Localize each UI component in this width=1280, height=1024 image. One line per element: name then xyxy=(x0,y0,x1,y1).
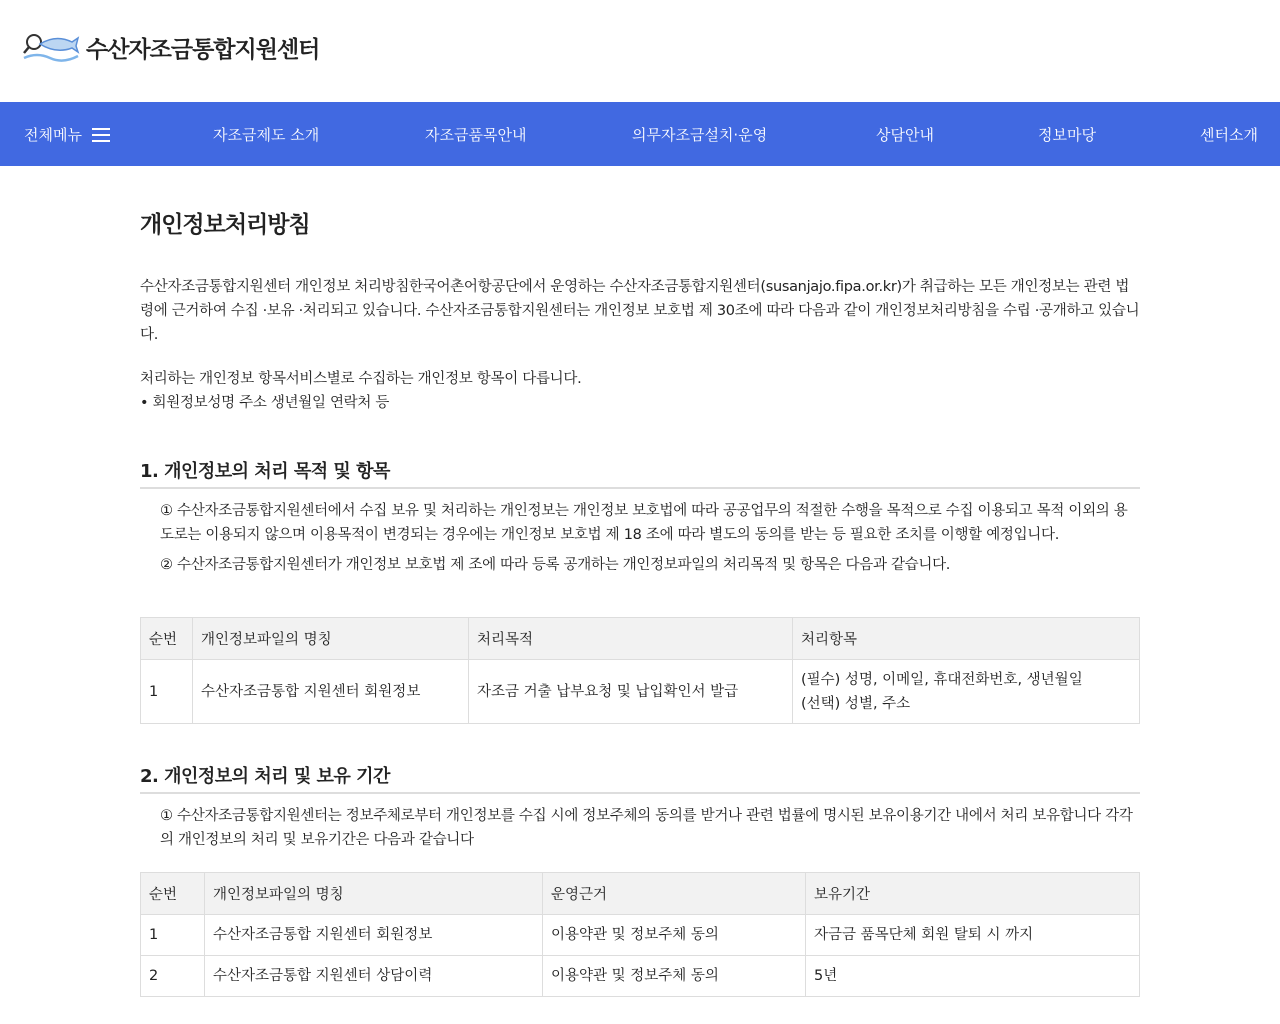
all-menu-button[interactable] xyxy=(24,124,110,145)
site-header xyxy=(0,0,1280,102)
cell xyxy=(793,660,1140,724)
section-1-p1: ① 수산자조금통합지원센터에서 수집 보유 및 처리하는 개인정보는 개인정보 보호법에 따라 공공업무의 적절한 수행을 목적으로 수집 이용되고 목적 이외의 용도로는 이용되지 않으며 이용목적이 변경되는 경우에는 개인정보 보호법 제 18 조에 따라 별도의 동의를 받는 등 필요한 조치를 이행할 예정입니다. xyxy=(160,503,1128,543)
cell: 이용약관 및 정보주체 동의 xyxy=(543,915,806,956)
nav-item-info[interactable]: 정보마당 xyxy=(1038,126,1096,144)
main-nav xyxy=(0,102,1280,166)
section-1-p2: ② 수산자조금통합지원센터가 개인정보 보호법 제 조에 따라 등록 공개하는 개인정보파일의 처리목적 및 항목은 다음과 같습니다. xyxy=(160,557,951,573)
section-1-title: 1. 개인정보의 처리 목적 및 항목 xyxy=(140,457,1140,489)
cell: 1 xyxy=(141,660,193,724)
nav-item-consulting[interactable]: 상담안내 xyxy=(876,126,934,144)
cell: 수산자조금통합 지원센터 회원정보 xyxy=(205,915,543,956)
cell: 수산자조금통합 지원센터 회원정보 xyxy=(193,660,469,724)
section-2-title: 2. 개인정보의 처리 및 보유 기간 xyxy=(140,762,1140,794)
retention-table xyxy=(140,872,1140,997)
cell: 5년 xyxy=(806,956,1140,997)
content xyxy=(140,166,1140,997)
hamburger-icon xyxy=(92,128,110,142)
cell: 2 xyxy=(141,956,205,997)
th-file-name: 개인정보파일의 명칭 xyxy=(205,873,543,915)
nav-item-mandatory[interactable]: 의무자조금설치·운영 xyxy=(632,126,768,144)
th-no: 순번 xyxy=(141,618,193,660)
purpose-table xyxy=(140,617,1140,724)
items-bullet: • 회원정보성명 주소 생년월일 연락처 등 xyxy=(140,395,390,411)
page-title: 개인정보처리방침 xyxy=(140,212,310,238)
site-logo[interactable] xyxy=(22,30,319,64)
table-header xyxy=(141,873,1140,915)
th-no: 순번 xyxy=(141,873,205,915)
th-items: 처리항목 xyxy=(793,618,1140,660)
nav-item-center[interactable]: 센터소개 xyxy=(1200,126,1258,144)
site-title: 수산자조금통합지원센터 xyxy=(86,36,320,63)
intro-text: 수산자조금통합지원센터 개인정보 처리방침한국어촌어항공단에서 운영하는 수산자조금통합지원센터(susanjajo.fipa.or.kr)가 취급하는 모든 개인정보는 관련 법령에 근거하여 수집 ·보유 ·처리되고 있습니다. 수산자조금통합지원센터는 개인정보 보호법 제 30조에 따라 다음과 같이 개인정보처리방침을 수립 ·공개하고 있습니다. xyxy=(140,279,1140,343)
nav-item-products[interactable]: 자조금품목안내 xyxy=(425,126,527,144)
all-menu-label: 전체메뉴 xyxy=(24,126,82,144)
cell: 자금금 품목단체 회원 탈퇴 시 까지 xyxy=(806,915,1140,956)
cell: 자조금 거출 납부요청 및 납입확인서 발급 xyxy=(469,660,793,724)
th-basis: 운영근거 xyxy=(543,873,806,915)
th-period: 보유기간 xyxy=(806,873,1140,915)
table-row xyxy=(141,915,1140,956)
cell: 1 xyxy=(141,915,205,956)
cell: 이용약관 및 정보주체 동의 xyxy=(543,956,806,997)
fish-logo-icon xyxy=(22,30,80,64)
table-header xyxy=(141,618,1140,660)
items-line: 처리하는 개인정보 항목서비스별로 수집하는 개인정보 항목이 다릅니다. xyxy=(140,371,582,387)
nav-item-subsidy-intro[interactable]: 자조금제도 소개 xyxy=(213,126,320,144)
table-row xyxy=(141,956,1140,997)
optional-items: (선택) 성별, 주소 xyxy=(801,695,911,712)
cell: 수산자조금통합 지원센터 상담이력 xyxy=(205,956,543,997)
th-file-name: 개인정보파일의 명칭 xyxy=(193,618,469,660)
required-items: (필수) 성명, 이메일, 휴대전화번호, 생년월일 xyxy=(801,671,1083,688)
th-purpose: 처리목적 xyxy=(469,618,793,660)
section-2-p1: ① 수산자조금통합지원센터는 정보주체로부터 개인정보를 수집 시에 정보주체의 동의를 받거나 관련 법률에 명시된 보유이용기간 내에서 처리 보유합니다 각각의 개인정보의 처리 및 보유기간은 다음과 같습니다 xyxy=(160,808,1133,848)
table-row xyxy=(141,660,1140,724)
